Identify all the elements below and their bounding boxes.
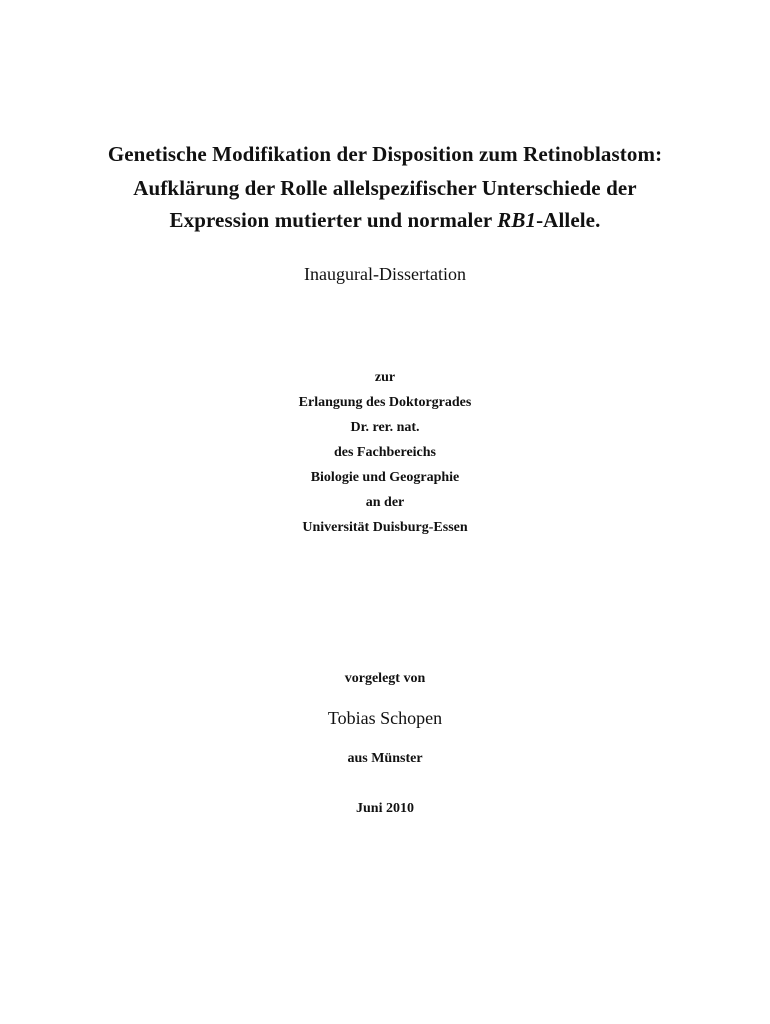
university-intro: an der: [365, 495, 405, 510]
thesis-title-line-2: Aufklärung der Rolle allelspezifischer Unterschiede der: [133, 176, 637, 200]
department-intro: des Fachbereichs: [333, 445, 436, 460]
degree-purpose: Erlangung des Doktorgrades: [298, 395, 472, 410]
degree-title: Dr. rer. nat.: [350, 420, 420, 435]
thesis-title-line-1: Genetische Modifikation der Disposition zum Retinoblastom:: [107, 142, 663, 166]
gene-name: RB1: [497, 208, 537, 232]
thesis-title-line-3-suffix: -Allele.: [536, 208, 601, 232]
degree-zur: zur: [374, 370, 396, 385]
author-origin: aus Münster: [347, 751, 423, 766]
thesis-title-line-3: [0, 208, 770, 233]
department-name: Biologie und Geographie: [310, 470, 460, 485]
dissertation-type: Inaugural-Dissertation: [304, 264, 466, 284]
presented-by-label: vorgelegt von: [344, 671, 426, 686]
author-name: Tobias Schopen: [327, 708, 443, 728]
university-name: Universität Duisburg-Essen: [302, 520, 468, 535]
submission-date: Juni 2010: [356, 801, 414, 816]
thesis-title-line-3-text: Expression mutierter und normaler: [169, 208, 498, 232]
